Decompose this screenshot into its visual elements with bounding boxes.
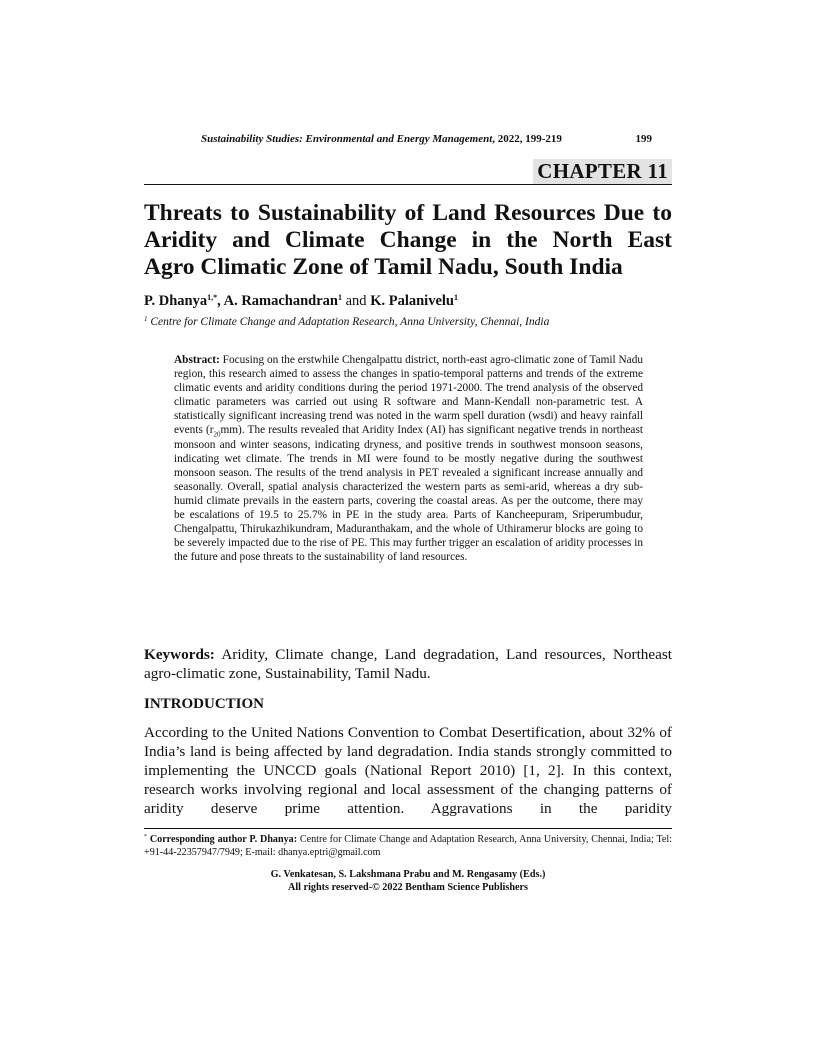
author-affiliation-mark: 1,*: [207, 293, 218, 302]
author-separator: ,: [217, 293, 224, 309]
affiliation-mark: 1: [144, 315, 148, 323]
journal-title: Sustainability Studies: Environmental and Energy Management: [201, 133, 493, 145]
editors-line: G. Venkatesan, S. Lakshmana Prabu and M. Rengasamy (Eds.): [270, 869, 546, 880]
affiliation: [144, 312, 549, 329]
paper-title: [144, 200, 672, 281]
copyright-line: All rights reserved-© 2022 Bentham Science Publishers: [287, 881, 529, 893]
journal-meta: , 2022, 199-219: [492, 133, 562, 145]
abstract-label: Abstract:: [174, 354, 220, 366]
author-name: A. Ramachandran: [223, 293, 338, 309]
chapter-divider: [144, 184, 672, 185]
author-list: [144, 289, 458, 310]
affiliation-text: Centre for Climate Change and Adaptation Research, Anna University, Chennai, India: [150, 316, 550, 328]
title-line: Aridity and Climate Change in the North East: [144, 227, 672, 253]
page-number: 199: [635, 133, 652, 145]
chapter-label: CHAPTER 11: [533, 159, 672, 184]
corresponding-author-footnote: [144, 831, 672, 859]
keywords-label: Keywords:: [144, 646, 215, 663]
author-separator: and: [342, 293, 371, 309]
abstract-text-continued: mm). The results revealed that Aridity Index (AI) has significant negative trends in northeast monsoon and winter seasons, indicating dryness, and positive trends in southwest monsoon seasons, indicating wet climate. The trends in MI were found to be mostly negative during the southwest monsoon season. The results of the trend analysis in PET revealed a significant increase annually and seasonally. Overall, spatial analysis characterized the western parts as semi-arid, whereas a dry sub-humid climate prevails in the eastern parts, covering the coastal areas. As per the outcome, there may be escalations of 19.5 to 25.7% in PE in the study area. Parts of Kancheepuram, Sriperumbudur, Chengalpattu, Thirukazhikundram, Maduranthakam, and the whole of Uthiramerur blocks are going to be severely impacted due to the rise of PE. This may further trigger an escalation of aridity processes in the future and pose threats to the sustainability of land resources.: [174, 424, 643, 564]
author-affiliation-mark: 1: [453, 293, 458, 302]
journal-citation: [201, 132, 562, 146]
author-name: P. Dhanya: [144, 293, 208, 309]
footnote-label: Corresponding author P. Dhanya:: [149, 834, 298, 845]
footnote-mark: *: [144, 834, 147, 840]
author-affiliation-mark: 1: [338, 293, 342, 302]
section-heading-introduction: INTRODUCTION: [144, 696, 265, 712]
title-line: Threats to Sustainability of Land Resources Due to: [144, 200, 672, 226]
abstract-subscript: 20: [213, 430, 221, 439]
abstract: [174, 353, 643, 564]
author-name: K. Palanivelu: [370, 293, 454, 309]
keywords-text: Aridity, Climate change, Land degradation, Land resources, Northeast agro-climatic zone, Sustainability, Tamil Nadu.: [144, 646, 672, 682]
keywords: [144, 645, 672, 683]
title-line: Agro Climatic Zone of Tamil Nadu, South India: [144, 254, 623, 280]
publisher-notice: [144, 869, 672, 894]
abstract-text: Focusing on the erstwhile Chengalpattu district, north-east agro-climatic zone of Tamil Nadu region, this research aimed to assess the changes in spatio-temporal patterns and trends of the extreme climatic events and aridity conditions during the period 1971-2000. The trend analysis of the observed climatic parameters was carried out using R software and Mann-Kendall non-parametric test. A statistically significant increasing trend was noted in the warm spell duration (wsdi) and heavy rainfall events (r: [174, 354, 643, 437]
footnote-divider: [144, 828, 672, 829]
introduction-paragraph: According to the United Nations Convention to Combat Desertification, about 32% of India’s land is being affected by land degradation. India stands strongly committed to implementing the UNCCD goals (National Report 2010) [1, 2]. In this context, research works involving regional and local assessment of the changing patterns of aridity deserve prime attention. Aggravations in the paridity: [144, 724, 672, 818]
footnote-text: Centre for Climate Change and Adaptation Research, Anna University, Chennai, India; Tel: +91-44-22357947/7949; E-mail: dhanya.eptri@gmail.com: [144, 834, 672, 858]
